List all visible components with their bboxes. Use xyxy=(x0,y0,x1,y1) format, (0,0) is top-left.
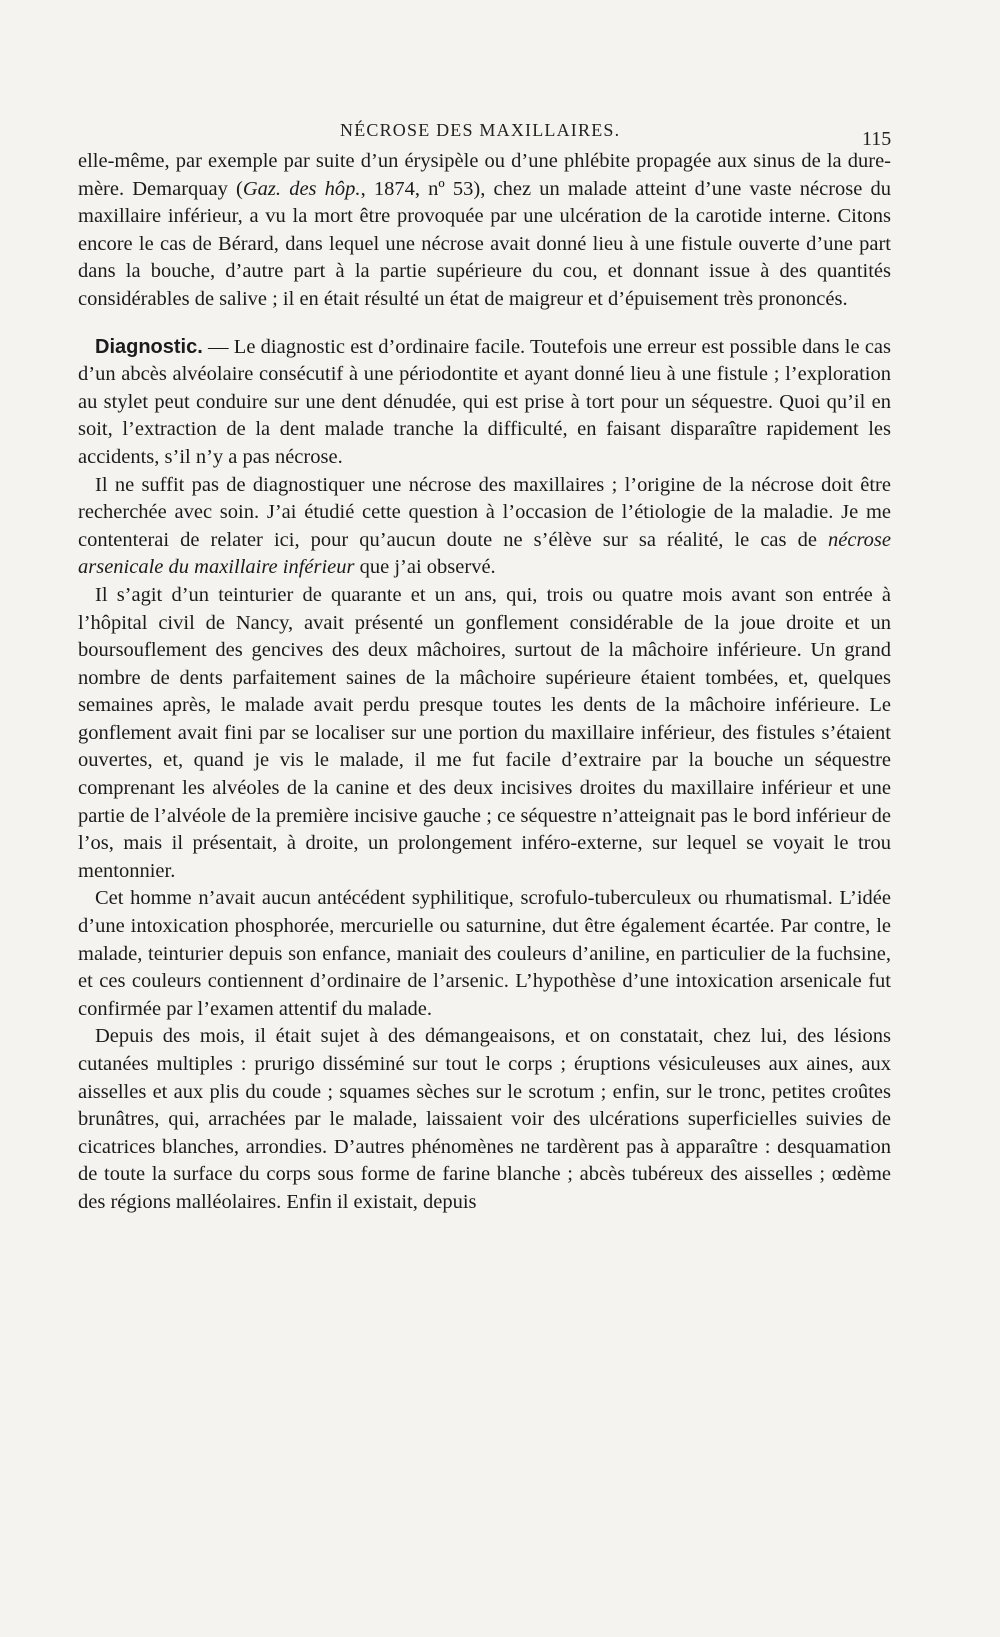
section-title-diagnostic: Diagnostic. xyxy=(95,335,203,358)
citation-italic: Gaz. des hôp. xyxy=(242,177,361,200)
section-gap xyxy=(78,314,891,334)
paragraph-diagnostic xyxy=(78,334,891,472)
body-text xyxy=(78,148,891,1217)
running-title: NÉCROSE DES MAXILLAIRES. xyxy=(340,120,621,140)
page-number: 115 xyxy=(862,128,892,150)
paragraph-origin xyxy=(78,472,891,582)
paragraph-text: que j’ai observé. xyxy=(354,556,496,579)
paragraph-text: , 1874, nº 53), chez un malade atteint d’une vaste nécrose du maxillaire inférieur, a vu la mort être provoquée par une ulcération de la carotide interne. Citons encore le cas de Bérard, dans lequel une nécrose avait donné lieu à une fistule ouverte d’une part dans la bouche, d’autre part à la partie supérieure du cou, et donnant issue à des quantités considérables de salive ; il en était résulté un état de maigreur et d’épuisement très prononcés. xyxy=(78,177,892,310)
term-italic: nécrose arsenicale du maxillaire inférieur xyxy=(78,528,891,579)
paragraph-complications xyxy=(78,148,891,314)
running-head xyxy=(0,120,1000,150)
paragraph-case: Il s’agit d’un teinturier de quarante et un ans, qui, trois ou quatre mois avant son entrée à l’hôpital civil de Nancy, avait présenté un gonflement considérable de la joue droite et un boursouflement des gencives des deux mâchoires, surtout de la mâchoire inférieure. Un grand nombre de dents parfaitement saines de la mâchoire supérieure étaient tombées, et, quelques semaines après, le malade avait perdu presque toutes les dents de la mâchoire inférieure. Le gonflement avait fini par se localiser sur une portion du maxillaire inférieur, des fistules s’étaient ouvertes, et, quand je vis le malade, il me fut facile d’extraire par la bouche un séquestre comprenant les alvéoles de la canine et des deux incisives droites du maxillaire inférieur et une partie de l’alvéole de la première incisive gauche ; ce séquestre n’atteignait pas le bord inférieur de l’os, mais il présentait, à droite, un prolongement inféro-externe, sur lequel se voyait le trou mentonnier. xyxy=(78,583,891,882)
paragraph-text: Il ne suffit pas de diagnostiquer une nécrose des maxillaires ; l’origine de la nécrose doit être recherchée avec soin. J’ai étudié cette question à l’occasion de l’étiologie de la maladie. Je me contenterai de relater ici, pour qu’aucun doute ne s’élève sur sa réalité, le cas de xyxy=(78,473,891,551)
paragraph-text: — Le diagnostic est d’ordinaire facile. Toutefois une erreur est possible dans le cas d’un abcès alvéolaire consécutif à une périodontite et ayant donné lieu à une fistule ; l’exploration au stylet peut conduire sur une dent dénudée, qui est prise à tort pour un séquestre. Quoi qu’il en soit, l’extraction de la dent malade tranche la difficulté, en faisant disparaître rapidement les accidents, s’il n’y a pas nécrose. xyxy=(78,335,891,468)
paragraph-text: elle-même, par exemple par suite d’un érysipèle ou d’une phlébite propagée aux sinus de la dure-mère. Demarquay ( xyxy=(78,150,891,200)
paragraph-antecedents: Cet homme n’avait aucun antécédent syphilitique, scrofulo-tuberculeux ou rhumatismal. L’idée d’une intoxication phosphorée, mercurielle ou saturnine, dut être également écartée. Par contre, le malade, teinturier depuis son enfance, maniait des couleurs d’aniline, en particulier de la fuchsine, et ces couleurs contiennent d’ordinaire de l’arsenic. L’hypothèse d’une intoxication arsenicale fut confirmée par l’examen attentif du malade. xyxy=(78,887,891,1020)
paragraph-symptoms: Depuis des mois, il était sujet à des démangeaisons, et on constatait, chez lui, des lésions cutanées multiples : prurigo disséminé sur tout le corps ; éruptions vésiculeuses aux aines, aux aisselles et aux plis du coude ; squames sèches sur le scrotum ; enfin, sur le tronc, petites croûtes brunâtres, qui, arrachées par le malade, laissaient voir des ulcérations superficielles suivies de cicatrices blanches, arrondies. D’autres phénomènes ne tardèrent pas à apparaître : desquamation de toute la surface du corps sous forme de farine blanche ; abcès tubéreux des aisselles ; œdème des régions malléolaires. Enfin il existait, depuis xyxy=(78,1025,891,1213)
